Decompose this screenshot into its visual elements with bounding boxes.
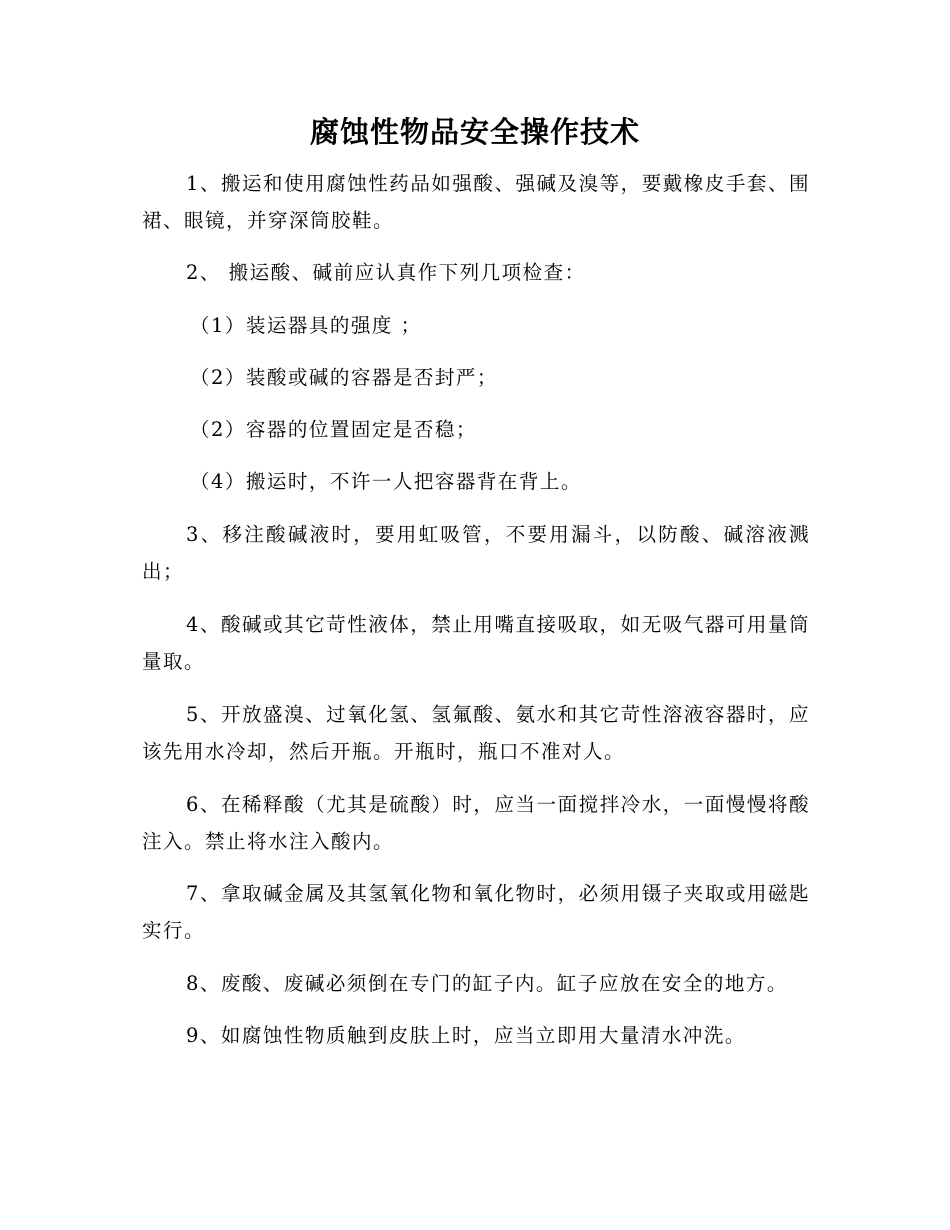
paragraph-9: 9、如腐蚀性物质触到皮肤上时，应当立即用大量清水冲洗。 [186,1024,746,1047]
paragraph-8: 8、废酸、废碱必须倒在专门的缸子内。缸子应放在安全的地方。 [186,972,788,995]
paragraph-2-item-2: （2）装酸或碱的容器是否封严； [190,366,498,389]
paragraph-3: 3、移注酸碱液时，要用虹吸管，不要用漏斗，以防酸、碱溶液溅出； [142,523,810,583]
paragraph-2-item-3: （2）容器的位置固定是否稳； [190,418,477,441]
paragraph-2-item-1: （1）装运器具的强度 ； [190,314,422,337]
paragraph-2: 2、 搬运酸、碱前应认真作下列几项检查： [186,261,586,284]
paragraph-6: 6、在稀释酸（尤其是硫酸）时，应当一面搅拌冷水，一面慢慢将酸注入。禁止将水注入酸内。 [142,793,810,853]
paragraph-5: 5、开放盛溴、过氧化氢、氢氟酸、氨水和其它苛性溶液容器时，应该先用水冷却，然后开瓶。开瓶时，瓶口不准对人。 [142,703,810,763]
document-title: 腐蚀性物品安全操作技术 [309,115,640,149]
paragraph-2-item-4: （4）搬运时，不许一人把容器背在背上。 [190,470,582,493]
paragraph-1: 1、搬运和使用腐蚀性药品如强酸、强碱及溴等，要戴橡皮手套、围裙、眼镜，并穿深筒胶鞋。 [142,172,810,232]
paragraph-4: 4、酸碱或其它苛性液体，禁止用嘴直接吸取，如无吸气器可用量筒量取。 [142,613,810,673]
paragraph-7: 7、拿取碱金属及其氢氧化物和氧化物时，必须用镊子夹取或用磁匙实行。 [142,882,810,942]
